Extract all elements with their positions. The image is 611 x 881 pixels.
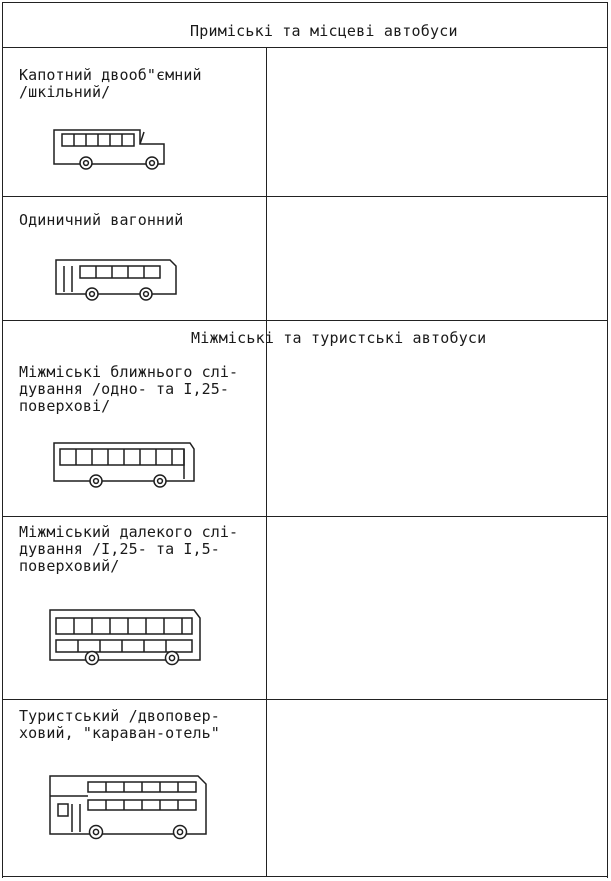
- table-border-right: [607, 2, 608, 878]
- row-label-bonneted-school-bus: Капотний двооб"ємний /шкільний/: [19, 66, 202, 101]
- section-header-intercity-tourist: Міжміські та туристські автобуси: [191, 329, 487, 347]
- row-divider: [2, 47, 607, 48]
- bonneted-school-bus-sketch: [48, 122, 172, 176]
- single-wagon-bus-sketch: [50, 254, 182, 306]
- row-divider: [2, 196, 607, 197]
- row-label-intercity-short-range-bus: Міжміські ближнього слі- дування /одно- та I,25- поверхові/: [19, 363, 239, 415]
- table-border-left: [2, 2, 3, 878]
- row-divider: [2, 516, 607, 517]
- section-header-suburban-local: Приміські та місцеві автобуси: [190, 22, 458, 40]
- row-label-intercity-long-range-bus: Міжміський далекого слі- дування /I,25- та I,5- поверховий/: [19, 523, 239, 575]
- row-divider: [2, 876, 607, 877]
- row-divider: [2, 699, 607, 700]
- column-divider: [266, 48, 267, 876]
- intercity-short-range-bus-sketch: [48, 437, 198, 493]
- intercity-long-range-bus-sketch: [44, 604, 206, 668]
- row-label-single-wagon-bus: Одиничний вагонний: [19, 211, 184, 229]
- table-border-top: [2, 2, 607, 3]
- row-divider: [2, 320, 607, 321]
- double-decker-tourist-bus-sketch: [44, 770, 214, 842]
- row-label-double-decker-tourist-bus: Туристський /двоповер- ховий, "караван-отель": [19, 707, 220, 742]
